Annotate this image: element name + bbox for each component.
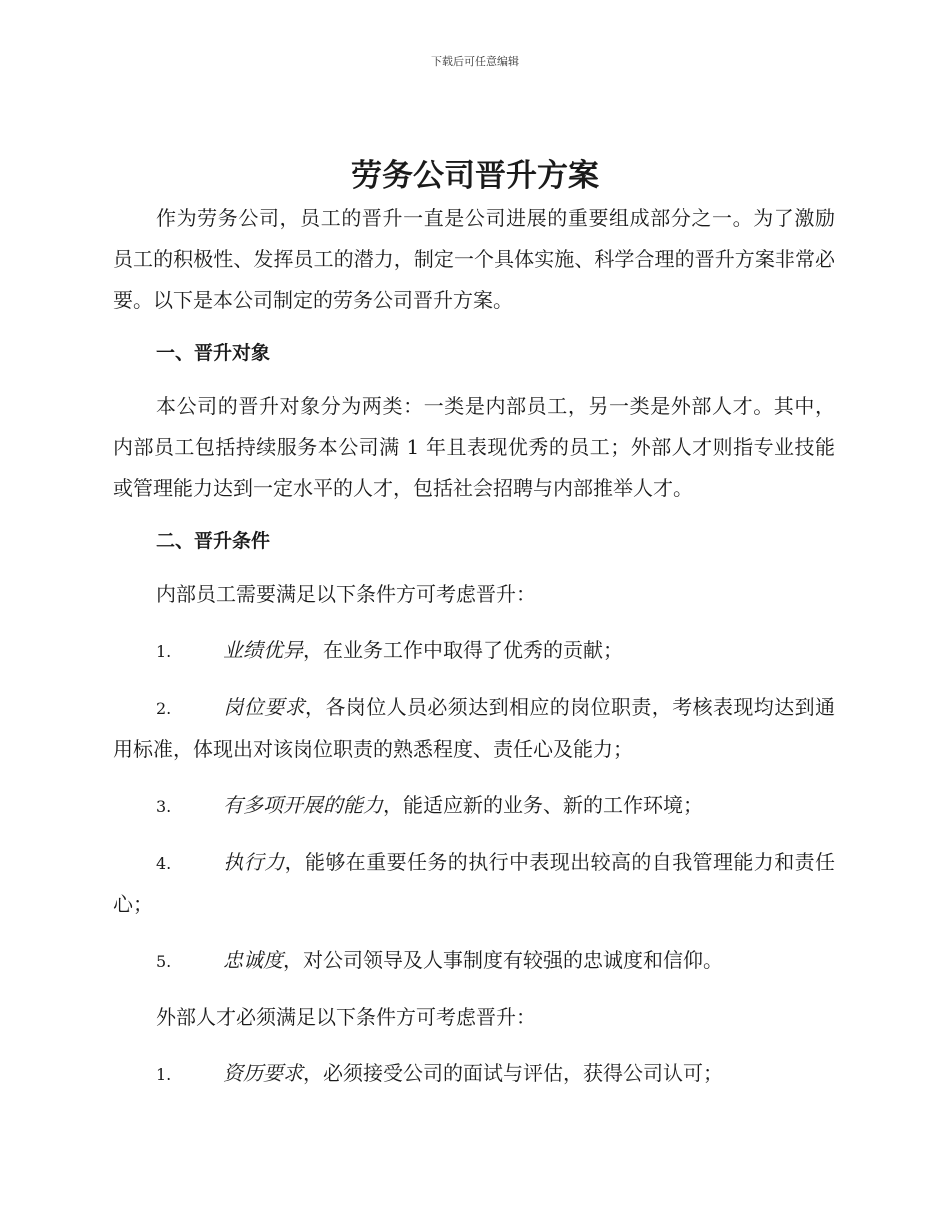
promotion-targets-paragraph: 本公司的晋升对象分为两类：一类是内部员工，另一类是外部人才。其中，内部员工包括持续服务本公司满 1 年且表现优秀的员工；外部人才则指专业技能或管理能力达到一定水平的人才，包括社会招聘与内部推举人才。: [113, 394, 835, 500]
intro-paragraph: 作为劳务公司，员工的晋升一直是公司进展的重要组成部分之一。为了激励员工的积极性、发挥员工的潜力，制定一个具体实施、科学合理的晋升方案非常必要。以下是本公司制定的劳务公司晋升方案。: [113, 206, 835, 312]
list-item: [113, 687, 835, 770]
list-item: [113, 842, 835, 925]
list-number: 2.: [156, 699, 172, 718]
list-item: [113, 630, 835, 672]
list-number: 1.: [156, 1065, 172, 1084]
list-text: ，对公司领导及人事制度有较强的忠诚度和信仰。: [283, 948, 723, 972]
internal-conditions-intro: 内部员工需要满足以下条件方可考虑晋升：: [156, 582, 536, 606]
list-text: ，各岗位人员必须达到相应的岗位职责，考核表现均达到通用标准，体现出对该岗位职责的熟悉程度、责任心及能力；: [113, 695, 835, 761]
list-item: [113, 785, 835, 827]
list-item: [113, 1053, 835, 1095]
list-term: 执行力: [223, 850, 285, 874]
list-term: 资历要求: [223, 1061, 303, 1085]
list-number: 5.: [156, 952, 172, 971]
list-term: 有多项开展的能力: [223, 793, 383, 817]
document-body: [113, 198, 835, 1095]
list-text: ，在业务工作中取得了优秀的贡献；: [303, 638, 623, 662]
document-title: 劳务公司晋升方案: [351, 158, 599, 194]
list-term: 业绩优异: [223, 638, 303, 662]
external-conditions-intro: 外部人才必须满足以下条件方可考虑晋升：: [156, 1005, 536, 1029]
list-item: [113, 940, 835, 982]
list-text: ，能够在重要任务的执行中表现出较高的自我管理能力和责任心；: [113, 850, 836, 916]
list-term: 岗位要求: [223, 695, 305, 719]
page-header: 下载后可任意编辑: [431, 55, 519, 68]
section-heading-promotion-conditions: 二、晋升条件: [156, 530, 271, 552]
section-heading-promotion-targets: 一、晋升对象: [156, 342, 271, 364]
list-text: ，必须接受公司的面试与评估，获得公司认可；: [303, 1061, 723, 1085]
list-number: 4.: [156, 854, 172, 873]
list-number: 1.: [156, 642, 172, 661]
list-number: 3.: [156, 797, 172, 816]
list-text: ，能适应新的业务、新的工作环境；: [383, 793, 703, 817]
list-term: 忠诚度: [223, 948, 283, 972]
